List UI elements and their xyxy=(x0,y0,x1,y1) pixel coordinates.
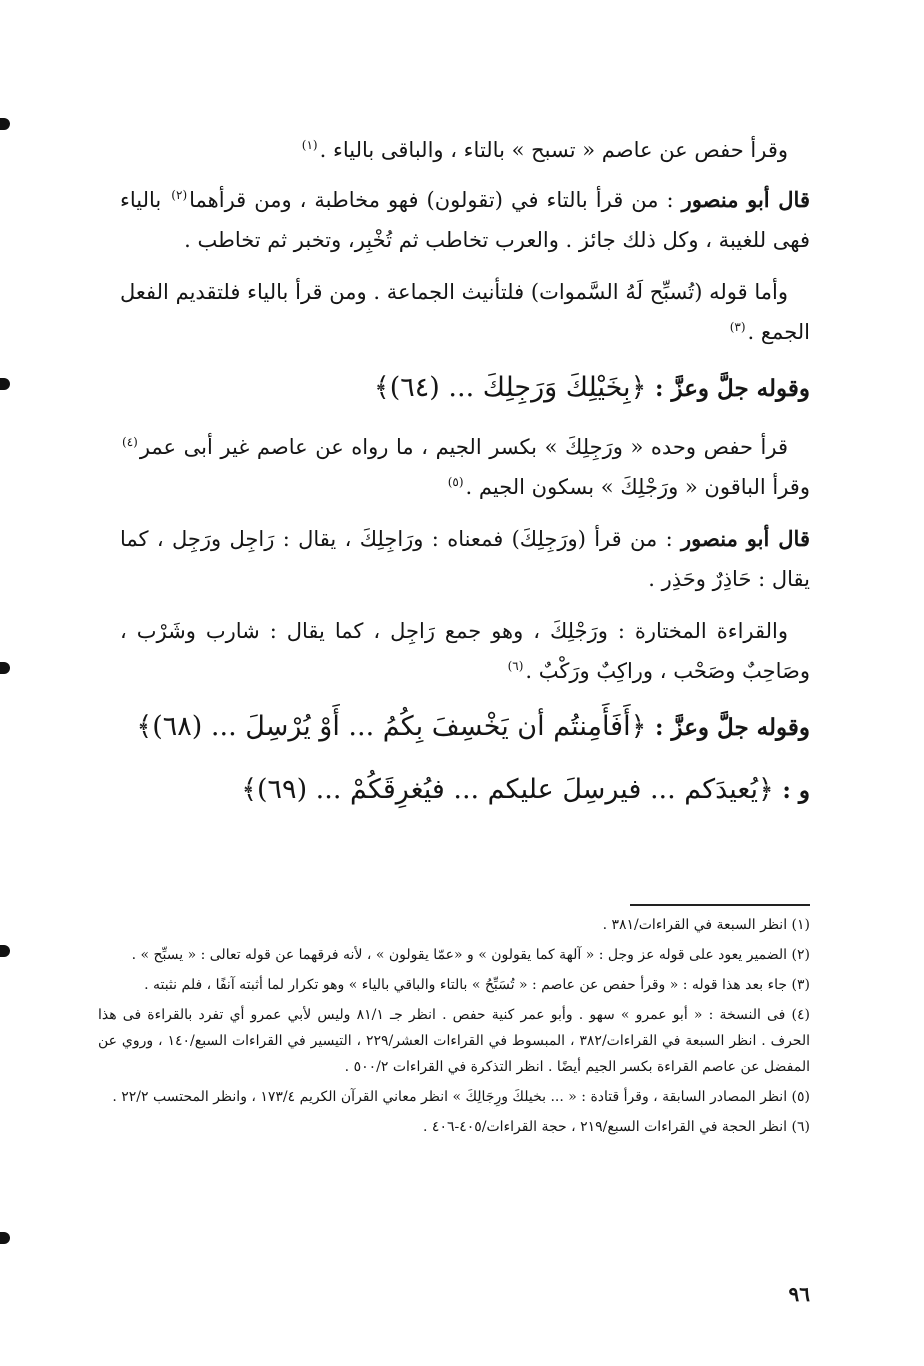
paragraph-abu-mansur-1: قال أبو منصور : من قرأ بالتاء في (تقولون) فهو مخاطبة ، ومن قرأهما$^{(٢)}$ بالياء فهى للغيبة ، وكل ذلك جائز . والعرب تخاطب ثم تُخْبِر، وتخبر ثم تخاطب . xyxy=(120,187,810,252)
verse-heading-64 xyxy=(120,364,810,413)
quranic-verse: ﴿أَفَأَمِنتُم أن يَخْسِفَ بِكُمُ ... أَوْ يُرْسِلَ ... (٦٨)﴾ xyxy=(136,711,647,742)
footnote: (٥) انظر المصادر السابقة ، وقرأ قتادة : « ... بخيلكَ ورِجَالِكَ » انظر معاني القرآن الكريم ١٧٣/٤ ، وانظر المحتسب ٢٢/٢ . xyxy=(112,1089,810,1105)
scan-edge-mark xyxy=(0,118,10,130)
footnote: (١) انظر السبعة في القراءات/٣٨١ . xyxy=(602,917,810,933)
footnotes xyxy=(98,912,810,1144)
speaker-label: قال أبو منصور xyxy=(681,526,810,551)
footnote: (٤) فى النسخة : « أبو عمرو » سهو . وأبو عمر كنية حفص . انظر جـ ٨١/١ وليس لأبي عمرو أي تفرد بالقراءة فى هذا الحرف . انظر السبعة في القراءات/٣٨٢ ، المبسوط في القراءات العشر/٢٢٩ ، التيسير في القراءات السبع/١٤٠ ، وروي عن المفضل عن عاصم القراءة بكسر الجيم أيضًا . انظر التذكرة في القراءات ٥٠٠/٢ . xyxy=(98,1007,810,1075)
verse-heading-label: وقوله جلَّ وعزَّ : xyxy=(655,375,810,402)
paragraph-abu-mansur-2: قال أبو منصور : من قرأ (ورَجِلِكَ) فمعناه : ورَاجِلِكَ ، يقال : رَاجِل ورَجِل ، كما يقال : حَاذِرٌ وحَذِر . xyxy=(120,526,810,591)
paragraph-hafs-reading: وقرأ حفص عن عاصم « تسبح » بالتاء ، والباقى بالياء .$^{(١)}$ xyxy=(301,138,788,162)
verse-heading-label: و : xyxy=(782,777,810,804)
scan-edge-mark xyxy=(0,662,10,674)
footnote-separator xyxy=(630,904,810,906)
footnote-ref: (٣) xyxy=(729,320,746,334)
verse-heading-69 xyxy=(120,766,810,815)
footnote: (٦) انظر الحجة في القراءات السبع/٢١٩ ، حجة القراءات/٤٠٥-٤٠٦ . xyxy=(423,1119,810,1135)
footnote-ref: (٢) xyxy=(171,188,188,202)
paragraph-preferred-reading: والقراءة المختارة : ورَجْلِكَ ، وهو جمع رَاجِل ، كما يقال : شارب وشَرْب ، وصَاحِبٌ وصَحْب ، وراكِبٌ ورَكْبٌ .$^{(٦)}$ xyxy=(120,619,810,683)
scan-edge-mark xyxy=(0,945,10,957)
footnote-ref: (٥) xyxy=(447,475,464,489)
page-number: ٩٦ xyxy=(788,1282,810,1306)
quranic-verse: ﴿بِخَيْلِكَ وَرَجِلِكَ ... (٦٤)﴾ xyxy=(373,372,647,403)
paragraph-tusabbih: وأما قوله (تُسبِّح لَهُ السَّموات) فلتأنيث الجماعة . ومن قرأ بالياء فلتقديم الفعل الجمع .$^{(٣)}$ xyxy=(120,280,810,344)
scan-edge-mark xyxy=(0,1232,10,1244)
footnote-ref: (٤) xyxy=(122,435,138,449)
footnote: (٢) الضمير يعود على قوله عز وجل : « آلهة كما يقولون » و «عمّا يقولون » ، لأنه فرقهما عن قوله تعالى : « يسبِّح » . xyxy=(131,947,810,963)
paragraph-rajilika-reading: قرأ حفص وحده « ورَجِلِكَ » بكسر الجيم ، ما رواه عن عاصم غير أبى عمر$^{(٤)}$ وقرأ الباقون « ورَجْلِكَ » بسكون الجيم .$^{(٥)}$ xyxy=(122,435,810,499)
scan-edge-mark xyxy=(0,378,10,390)
verse-heading-68 xyxy=(120,703,810,752)
verse-heading-label: وقوله جلَّ وعزَّ : xyxy=(655,714,810,741)
footnote-ref: (٦) xyxy=(507,659,524,673)
speaker-label: قال أبو منصور xyxy=(681,187,810,212)
quranic-verse: ﴿يُعيدَكم ... فيرسِلَ عليكم ... فيُغرِقَكُمْ ... (٦٩)﴾ xyxy=(241,774,774,805)
footnote-ref: (١) xyxy=(301,138,318,152)
footnote: (٣) جاء بعد هذا قوله : « وقرأ حفص عن عاصم : « تُسَبِّحُ » بالتاء والباقي بالياء » وهو تكرار لما أثبته آنفًا ، فلم نثبته . xyxy=(144,977,810,993)
main-text xyxy=(120,130,810,829)
